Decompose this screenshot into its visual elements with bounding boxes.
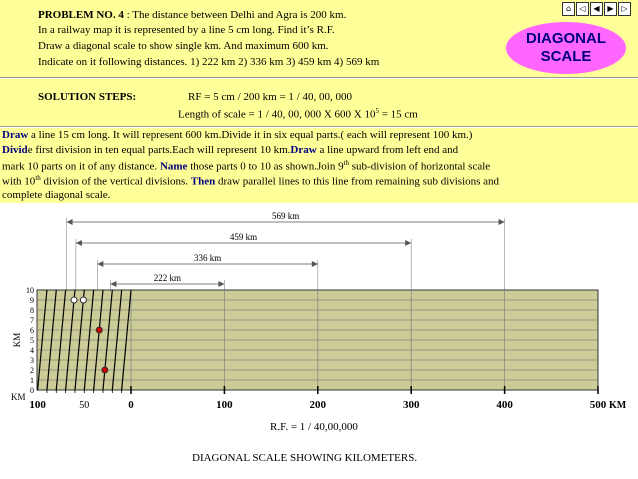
vertical-tick-label: 7: [30, 316, 34, 325]
badge-line-2: SCALE: [540, 48, 592, 65]
vertical-tick-label: 10: [26, 286, 34, 295]
main-scale-label: 400: [496, 399, 513, 411]
solution-panel: [0, 79, 638, 126]
problem-line-4: Indicate on it following distances. 1) 222 km 2) 336 km 3) 459 km 4) 569 km: [38, 56, 380, 68]
dimension-arrowhead: [312, 261, 318, 267]
rf-caption: R.F. = 1 / 40,00,000: [270, 421, 358, 433]
dimension-label: 336 km: [193, 253, 222, 263]
diagonal-scale-badge: [506, 22, 626, 74]
next-slide-icon[interactable]: ▶: [604, 2, 617, 16]
km-left-label: KM: [11, 392, 26, 402]
vertical-tick-label: 6: [30, 326, 34, 335]
distance-marker: [80, 297, 86, 303]
length-equation-text: Length of scale = 1 / 40, 00, 000 X 600 X 10: [178, 108, 376, 121]
vertical-tick-label: 0: [30, 386, 34, 395]
step-keyword: Name: [159, 160, 188, 173]
problem-line-3: Draw a diagonal scale to show single km. And maximum 600 km.: [38, 40, 329, 52]
badge-line-1: DIAGONAL: [526, 30, 606, 47]
steps-panel: [0, 128, 638, 203]
home-icon[interactable]: ⌂: [562, 2, 575, 16]
step-text: division of the vertical divisions.: [40, 175, 191, 188]
step-superscript: th: [35, 174, 41, 182]
dimension-arrowhead: [218, 281, 224, 287]
main-scale-label: 500: [589, 399, 607, 411]
problem-label: PROBLEM NO. 4: [38, 9, 124, 21]
main-scale-label: 100: [216, 399, 233, 411]
dimension-arrowhead: [499, 219, 505, 225]
vertical-tick-label: 5: [30, 336, 34, 345]
step-line-3: [2, 159, 490, 173]
dimension-arrowhead: [76, 240, 82, 246]
main-scale-label: 50: [79, 400, 90, 411]
dimension-label: 569 km: [271, 211, 300, 221]
dimension-arrowhead: [97, 261, 103, 267]
divider: [0, 77, 638, 78]
step-text: e first division in ten equal parts.Each will represent 10 km.: [27, 144, 291, 156]
step-keyword: Then: [190, 175, 216, 188]
main-scale-labels: [29, 399, 606, 411]
problem-text-1: : The distance between Delhi and Agra is 200 km.: [123, 9, 347, 21]
step-text: draw parallel lines to this line from remaining sub divisions and: [215, 175, 500, 188]
solution-heading: SOLUTION STEPS:: [38, 91, 137, 103]
step-keyword: Draw: [290, 144, 317, 156]
step-keyword: Divid: [2, 144, 28, 156]
step-line-2: [2, 144, 458, 156]
main-scale-label: 300: [402, 399, 420, 411]
step-text: with 10: [2, 175, 36, 188]
step-line-4: [2, 174, 499, 188]
vertical-tick-label: 1: [30, 376, 34, 385]
length-result: = 15 cm: [378, 108, 418, 121]
dimension-arrowhead: [405, 240, 411, 246]
length-equation: [178, 107, 418, 121]
dimension-label: 222 km: [153, 273, 182, 283]
step-text: a line upward from left end and: [316, 144, 459, 156]
step-text: sub-division of horizontal scale: [349, 160, 491, 173]
problem-line-2: In a railway map it is represented by a line 5 cm long. Find it’s R.F.: [38, 24, 335, 36]
km-right-label: KM: [609, 400, 627, 411]
main-scale-label: 0: [128, 399, 134, 411]
previous-slide-icon[interactable]: ◀: [590, 2, 603, 16]
distance-marker: [71, 297, 77, 303]
dimension-arrowhead: [110, 281, 116, 287]
vertical-tick-label: 4: [30, 346, 34, 355]
dimension-arrowhead: [67, 219, 73, 225]
diagram-title: DIAGONAL SCALE SHOWING KILOMETERS.: [192, 452, 418, 464]
distance-marker: [96, 327, 102, 333]
step-line-1: [2, 129, 472, 141]
vertical-tick-label: 2: [30, 366, 34, 375]
step-text: mark 10 parts on it of any distance.: [2, 160, 160, 173]
divider: [0, 126, 638, 127]
distance-marker: [102, 367, 108, 373]
step-text: a line 15 cm long. It will represent 600 km.Divide it in six equal parts.( each will represent 100 km.): [28, 129, 473, 141]
diagonal-scale-diagram: [0, 203, 638, 479]
vertical-axis-label: KM: [12, 332, 22, 348]
step-superscript: th: [343, 159, 350, 167]
vertical-tick-label: 8: [30, 306, 34, 315]
rf-equation: RF = 5 cm / 200 km = 1 / 40, 00, 000: [188, 91, 352, 103]
last-slide-icon[interactable]: ▷: [618, 2, 631, 16]
step-line-5: complete diagonal scale.: [2, 189, 111, 201]
length-exponent: 5: [375, 107, 379, 115]
first-slide-icon[interactable]: ◁: [576, 2, 589, 16]
step-keyword: Draw: [2, 129, 29, 141]
vertical-tick-label: 9: [30, 296, 34, 305]
vertical-axis-ticks: [26, 286, 34, 395]
main-scale-label: 100: [29, 399, 46, 411]
problem-line-1: [38, 9, 346, 21]
step-text: those parts 0 to 10 as shown.Join 9: [187, 160, 344, 173]
vertical-tick-label: 3: [30, 356, 34, 365]
dimension-label: 459 km: [229, 232, 258, 242]
main-scale-label: 200: [309, 399, 327, 411]
slide-nav-bar: [562, 2, 634, 16]
